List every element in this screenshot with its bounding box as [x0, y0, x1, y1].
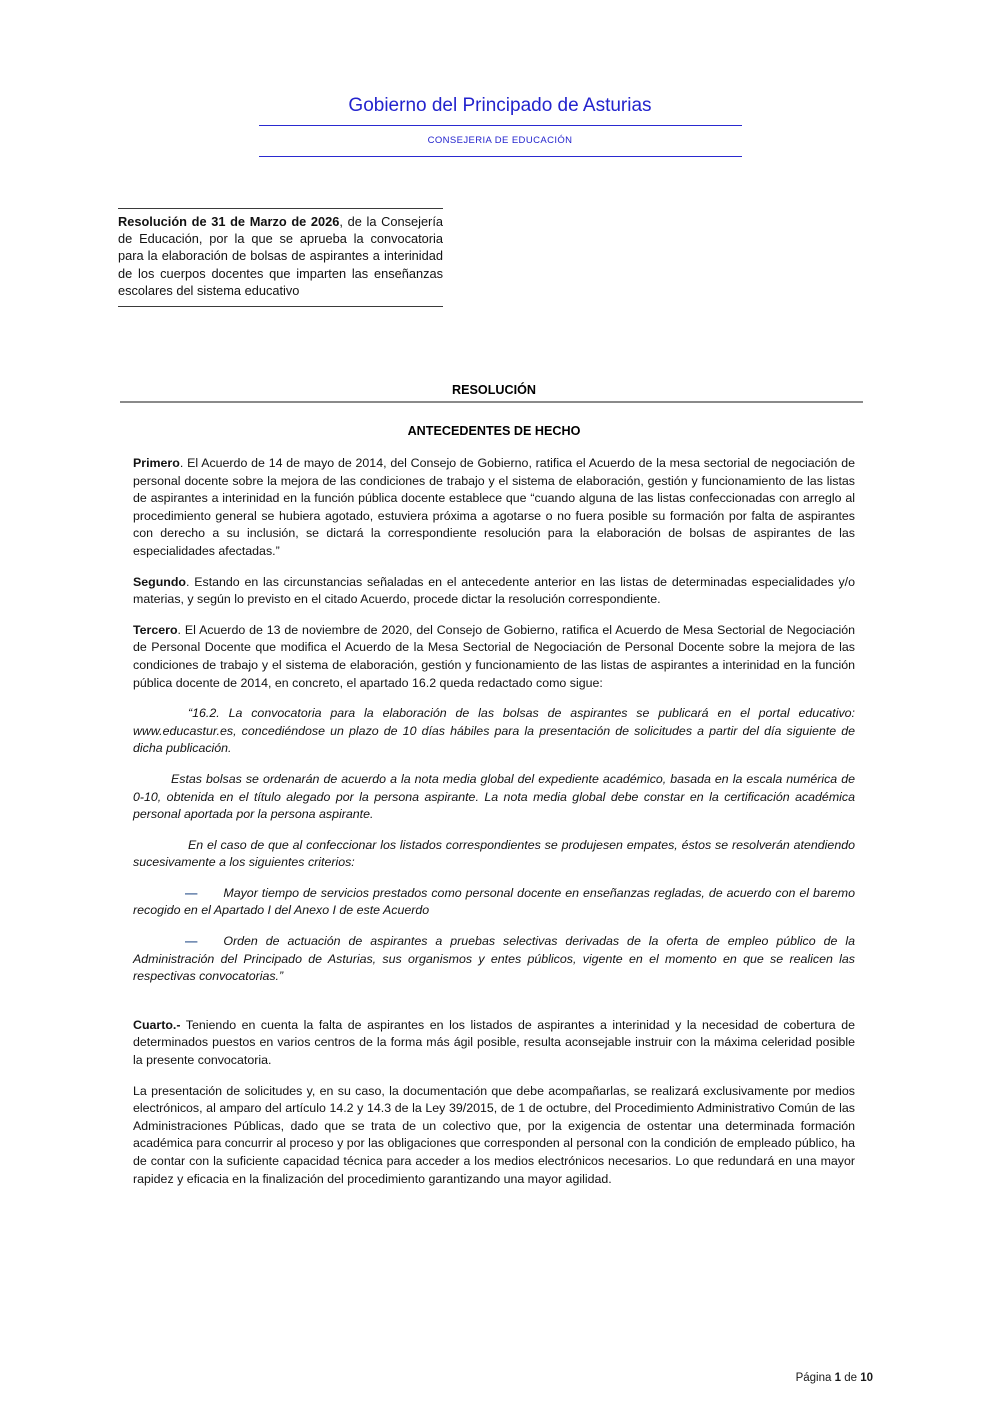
page-number	[0, 1372, 873, 1384]
paragraph-tercero	[133, 622, 855, 692]
paragraph-quote-16-2-text: “16.2. La convocatoria para la elaboración de las bolsas de aspirantes se publicará en el portal educativo: www.educastur.es, concediéndose un plazo de 10 días hábiles para la presentación de solicitudes a partir del día siguiente de dicha publicación.	[133, 706, 855, 756]
paragraph-cuarto-lead: Cuarto.-	[133, 1017, 181, 1032]
antecedentes-heading: ANTECEDENTES DE HECHO	[407, 424, 581, 439]
paragraph-segundo-text: . Estando en las circunstancias señaladas en el antecedente anterior en las listas de determinadas especialidades y/o materias, y según lo previsto en el citado Acuerdo, procede dictar la resolución correspondiente.	[133, 574, 855, 607]
bullet-item-servicios-text: Mayor tiempo de servicios prestados como personal docente en enseñanzas regladas, de acuerdo con el baremo recogido en el Apartado I del Anexo I de este Acuerdo	[133, 885, 855, 918]
org-title: Gobierno del Principado de Asturias	[348, 95, 652, 116]
paragraph-cuarto-text: Teniendo en cuenta la falta de aspirantes en los listados de aspirantes a interinidad y la necesidad de cobertura de determinados puestos en varios centros de la forma más ágil posible, resulta aconsejable instruir con la máxima celeridad posible la presente convocatoria.	[133, 1017, 855, 1068]
paragraph-quote-nota-media-text: Estas bolsas se ordenarán de acuerdo a la nota media global del expediente académico, basada en la escala numérica de 0-10, obtenida en el título alegado por la persona aspirante. La nota media global debe constar en la certificación académica personal aportada por la persona aspirante.	[133, 771, 855, 822]
page-number-prefix: Página	[795, 1372, 832, 1384]
page-number-of: de	[844, 1372, 857, 1384]
paragraph-tercero-text: . El Acuerdo de 13 de noviembre de 2020, del Consejo de Gobierno, ratifica el Acuerdo de Mesa Sectorial de Negociación de Personal Docente que modifica el Acuerdo de la Mesa Sectorial de Negociación de Personal Docente sobre la mejora de las condiciones de trabajo y el sistema de elaboración, gestión y funcionamiento de las listas de aspirantes a interinidad en la función pública docente de 2014, en concreto, el apartado 16.2 queda redactado como sigue:	[133, 622, 855, 690]
paragraph-segundo-lead: Segundo	[133, 574, 186, 589]
bullet-item-servicios	[133, 885, 855, 920]
department-subtitle: CONSEJERIA DE EDUCACIÓN	[427, 135, 573, 146]
header-divider-top	[259, 125, 742, 126]
paragraph-primero-lead: Primero	[133, 456, 180, 471]
paragraph-primero-text: . El Acuerdo de 14 de mayo de 2014, del Consejo de Gobierno, ratifica el Acuerdo de la mesa sectorial de negociación de personal docente sobre la mejora de las condiciones de trabajo y el sistema de elaboración, gestión y funcionamiento de las listas de aspirantes a interinidad en la función pública docente establece que “cuando alguna de las listas confeccionadas con arreglo al procedimiento general se hubiera agotado, estuviera próxima a agotarse o no fuera posible su formación por falta de aspirantes con derecho a su inclusión, se dictará la correspondiente resolución para la elaboración de bolsas de aspirantes de las especialidades afectadas.”	[133, 456, 855, 558]
paragraph-tercero-lead: Tercero	[133, 622, 178, 637]
dash-bullet-icon: —	[185, 934, 198, 949]
paragraph-quote-empates	[133, 837, 855, 872]
header-divider-bottom	[259, 156, 742, 157]
letterhead	[0, 94, 1000, 157]
bullet-item-orden	[133, 933, 855, 986]
page-number-total: 10	[860, 1372, 873, 1384]
dash-bullet-icon: —	[185, 885, 198, 900]
bullet-item-orden-text: Orden de actuación de aspirantes a pruebas selectivas derivadas de la oferta de empleo público de la Administración del Principado de Asturias, sus organismos y entes públicos, vigente en el momento en que se realicen las respectivas convocatorias.”	[133, 934, 855, 984]
paragraph-quote-16-2	[133, 705, 855, 758]
resolution-summary-rest: , de la Consejería de Educación, por la que se aprueba la convocatoria para la elaboración de bolsas de aspirantes a interinidad de los cuerpos docentes que imparten las enseñanzas escolares del sistema educativo	[118, 214, 443, 298]
paragraph-quote-nota-media	[133, 771, 855, 824]
paragraph-quote-empates-text: En el caso de que al confeccionar los listados correspondientes se produjesen empates, éstos se resolverán atendiendo sucesivamente a los siguientes criterios:	[133, 837, 855, 870]
page-number-current: 1	[834, 1372, 841, 1384]
resolution-heading: RESOLUCIÓN	[452, 383, 536, 398]
paragraph-primero	[133, 455, 855, 561]
paragraph-cuarto	[133, 1017, 855, 1070]
resolution-summary-box	[118, 208, 443, 307]
resolution-summary-title: Resolución de 31 de Marzo de 2026	[118, 214, 340, 229]
resolution-summary-text	[118, 213, 443, 299]
resolution-heading-rule	[120, 401, 863, 403]
paragraph-presentacion	[133, 1083, 855, 1189]
paragraph-segundo	[133, 574, 855, 609]
document-body	[118, 208, 855, 1188]
paragraph-presentacion-text: La presentación de solicitudes y, en su caso, la documentación que debe acompañarlas, se realizará exclusivamente por medios electrónicos, al amparo del artículo 14.2 y 14.3 de la Ley 39/2015, de 1 de octubre, del Procedimiento Administrativo Común de las Administraciones Públicas, dado que se trata de un colectivo que, por la exigencia de ostentar una determinada formación académica para concurrir al proceso y por las obligaciones que corresponden al personal con la condición de empleado público, ha de contar con la suficiente capacidad técnica para acceder a los medios electrónicos necesarios. Lo que redundará en una mayor rapidez y eficacia en la finalización del procedimiento garantizando una mayor agilidad.	[133, 1083, 855, 1186]
